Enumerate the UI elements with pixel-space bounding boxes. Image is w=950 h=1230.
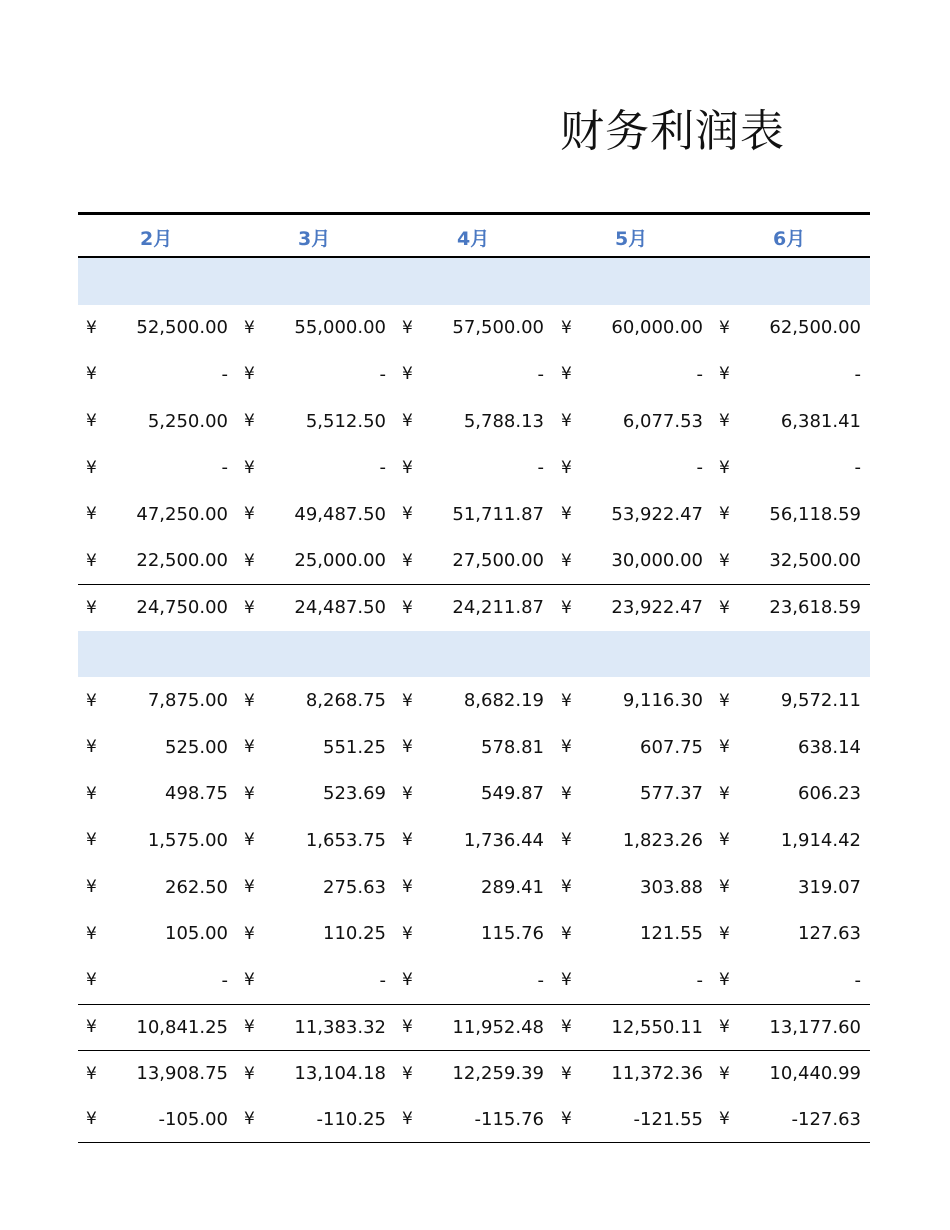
currency-symbol: ¥ [86, 690, 97, 711]
currency-symbol: ¥ [719, 1109, 730, 1130]
currency-symbol: ¥ [561, 830, 572, 851]
month-header: 3月 [298, 228, 331, 250]
month-header: 2月 [140, 228, 173, 250]
table-cell: 121.55 [640, 923, 703, 945]
month-header: 6月 [773, 228, 806, 250]
table-cell: 51,711.87 [452, 503, 544, 525]
currency-symbol: ¥ [561, 970, 572, 991]
table-cell: -127.63 [791, 1108, 861, 1130]
table-cell: 6,077.53 [622, 410, 703, 432]
currency-symbol: ¥ [86, 504, 97, 525]
table-row [78, 398, 870, 445]
table-cell: 23,618.59 [769, 597, 861, 619]
currency-symbol: ¥ [244, 830, 255, 851]
currency-symbol: ¥ [86, 923, 97, 944]
table-row [78, 491, 870, 538]
currency-symbol: ¥ [402, 830, 413, 851]
section-band-expenses [78, 631, 870, 678]
currency-symbol: ¥ [86, 737, 97, 758]
table-cell: 27,500.00 [452, 550, 544, 572]
currency-symbol: ¥ [86, 1017, 97, 1038]
table-cell: 24,750.00 [136, 597, 228, 619]
table-cell: 49,487.50 [294, 503, 386, 525]
table-row [78, 864, 870, 911]
section-revenue [78, 305, 870, 631]
currency-symbol: ¥ [561, 1063, 572, 1084]
table-cell: 551.25 [323, 736, 386, 758]
currency-symbol: ¥ [86, 364, 97, 385]
currency-symbol: ¥ [244, 597, 255, 618]
table-row [78, 538, 870, 585]
currency-symbol: ¥ [561, 877, 572, 898]
currency-symbol: ¥ [86, 457, 97, 478]
currency-symbol: ¥ [561, 783, 572, 804]
currency-symbol: ¥ [719, 970, 730, 991]
currency-symbol: ¥ [86, 411, 97, 432]
currency-symbol: ¥ [402, 364, 413, 385]
table-cell: 25,000.00 [294, 550, 386, 572]
table-cell: 1,736.44 [463, 829, 544, 851]
currency-symbol: ¥ [402, 550, 413, 571]
currency-symbol: ¥ [244, 504, 255, 525]
table-cell: 6,381.41 [780, 410, 861, 432]
table-cell: 13,104.18 [294, 1063, 386, 1085]
currency-symbol: ¥ [561, 504, 572, 525]
table-cell: 498.75 [165, 783, 228, 805]
table-cell: - [537, 363, 544, 385]
table-cell: - [379, 457, 386, 479]
table-cell: 5,512.50 [305, 410, 386, 432]
currency-symbol: ¥ [402, 877, 413, 898]
currency-symbol: ¥ [402, 1109, 413, 1130]
table-cell: 577.37 [640, 783, 703, 805]
month-header: 5月 [615, 228, 648, 250]
table-cell: 55,000.00 [294, 317, 386, 339]
table-cell: 549.87 [481, 783, 544, 805]
currency-symbol: ¥ [86, 317, 97, 338]
table-cell: 1,823.26 [622, 829, 703, 851]
table-cell: - [379, 363, 386, 385]
table-cell: -115.76 [474, 1108, 544, 1130]
currency-symbol: ¥ [719, 783, 730, 804]
currency-symbol: ¥ [561, 923, 572, 944]
table-cell: 24,487.50 [294, 597, 386, 619]
table-cell: - [854, 363, 861, 385]
table-cell: 1,914.42 [780, 829, 861, 851]
month-header: 4月 [457, 228, 490, 250]
table-cell: 56,118.59 [769, 503, 861, 525]
currency-symbol: ¥ [86, 1063, 97, 1084]
currency-symbol: ¥ [561, 364, 572, 385]
table-cell: 57,500.00 [452, 317, 544, 339]
table-cell: 1,575.00 [147, 829, 228, 851]
table-cell: 8,268.75 [305, 690, 386, 712]
section-band-revenue [78, 258, 870, 305]
table-cell: 11,952.48 [452, 1016, 544, 1038]
table-cell: - [221, 457, 228, 479]
table-row [78, 444, 870, 491]
table-cell: 5,250.00 [147, 410, 228, 432]
currency-symbol: ¥ [244, 970, 255, 991]
section-expenses [78, 677, 870, 1143]
currency-symbol: ¥ [86, 550, 97, 571]
currency-symbol: ¥ [244, 411, 255, 432]
table-cell: 1,653.75 [305, 829, 386, 851]
table-cell: 12,259.39 [452, 1063, 544, 1085]
currency-symbol: ¥ [402, 317, 413, 338]
table-row [78, 1004, 870, 1051]
table-cell: 110.25 [323, 923, 386, 945]
currency-symbol: ¥ [244, 690, 255, 711]
currency-symbol: ¥ [402, 923, 413, 944]
currency-symbol: ¥ [561, 597, 572, 618]
currency-symbol: ¥ [719, 737, 730, 758]
table-cell: 22,500.00 [136, 550, 228, 572]
table-cell: 9,572.11 [780, 690, 861, 712]
table-cell: 578.81 [481, 736, 544, 758]
table-cell: 10,841.25 [136, 1016, 228, 1038]
table-cell: 13,908.75 [136, 1063, 228, 1085]
table-cell: - [379, 969, 386, 991]
currency-symbol: ¥ [561, 690, 572, 711]
currency-symbol: ¥ [244, 1017, 255, 1038]
currency-symbol: ¥ [402, 1017, 413, 1038]
currency-symbol: ¥ [244, 550, 255, 571]
currency-symbol: ¥ [719, 550, 730, 571]
table-row [78, 584, 870, 631]
table-cell: 13,177.60 [769, 1016, 861, 1038]
currency-symbol: ¥ [561, 457, 572, 478]
currency-symbol: ¥ [402, 1063, 413, 1084]
table-cell: 30,000.00 [611, 550, 703, 572]
table-cell: - [696, 969, 703, 991]
currency-symbol: ¥ [561, 317, 572, 338]
table-cell: - [696, 457, 703, 479]
table-cell: 60,000.00 [611, 317, 703, 339]
table-cell: - [221, 969, 228, 991]
table-row [78, 677, 870, 724]
table-cell: -110.25 [316, 1108, 386, 1130]
table-row [78, 957, 870, 1004]
currency-symbol: ¥ [719, 364, 730, 385]
table-row [78, 771, 870, 818]
currency-symbol: ¥ [86, 1109, 97, 1130]
table-cell: 303.88 [640, 876, 703, 898]
table-cell: 115.76 [481, 923, 544, 945]
currency-symbol: ¥ [244, 457, 255, 478]
table-row [78, 817, 870, 864]
table-cell: 105.00 [165, 923, 228, 945]
table-row [78, 724, 870, 771]
currency-symbol: ¥ [402, 737, 413, 758]
currency-symbol: ¥ [719, 1017, 730, 1038]
currency-symbol: ¥ [561, 411, 572, 432]
table-cell: - [696, 363, 703, 385]
currency-symbol: ¥ [244, 877, 255, 898]
table-cell: 12,550.11 [611, 1016, 703, 1038]
table-cell: 7,875.00 [147, 690, 228, 712]
currency-symbol: ¥ [719, 597, 730, 618]
table-cell: 52,500.00 [136, 317, 228, 339]
currency-symbol: ¥ [402, 457, 413, 478]
table-row [78, 305, 870, 352]
currency-symbol: ¥ [561, 737, 572, 758]
table-cell: 62,500.00 [769, 317, 861, 339]
page-title: 财务利润表 [560, 106, 785, 157]
table-cell: - [854, 457, 861, 479]
table-cell: 32,500.00 [769, 550, 861, 572]
table-cell: 53,922.47 [611, 503, 703, 525]
currency-symbol: ¥ [86, 597, 97, 618]
currency-symbol: ¥ [719, 877, 730, 898]
table-cell: 319.07 [798, 876, 861, 898]
currency-symbol: ¥ [244, 923, 255, 944]
currency-symbol: ¥ [244, 1063, 255, 1084]
currency-symbol: ¥ [244, 364, 255, 385]
currency-symbol: ¥ [402, 597, 413, 618]
table-row [78, 1050, 870, 1097]
table-cell: -105.00 [158, 1108, 228, 1130]
table-cell: 5,788.13 [463, 410, 544, 432]
currency-symbol: ¥ [244, 783, 255, 804]
table-cell: 23,922.47 [611, 597, 703, 619]
table-cell: 275.63 [323, 876, 386, 898]
currency-symbol: ¥ [402, 783, 413, 804]
currency-symbol: ¥ [719, 923, 730, 944]
currency-symbol: ¥ [719, 411, 730, 432]
table-cell: -121.55 [633, 1108, 703, 1130]
table-cell: - [221, 363, 228, 385]
table-cell: - [537, 969, 544, 991]
table-row [78, 910, 870, 957]
table-cell: 606.23 [798, 783, 861, 805]
table-cell: 11,372.36 [611, 1063, 703, 1085]
table-cell: 289.41 [481, 876, 544, 898]
table-cell: 8,682.19 [463, 690, 544, 712]
currency-symbol: ¥ [719, 457, 730, 478]
currency-symbol: ¥ [719, 504, 730, 525]
table-cell: 262.50 [165, 876, 228, 898]
table-cell: 11,383.32 [294, 1016, 386, 1038]
month-header-row [78, 212, 870, 258]
currency-symbol: ¥ [244, 317, 255, 338]
currency-symbol: ¥ [719, 830, 730, 851]
currency-symbol: ¥ [402, 970, 413, 991]
table-cell: 47,250.00 [136, 503, 228, 525]
currency-symbol: ¥ [244, 737, 255, 758]
table-cell: - [854, 969, 861, 991]
table-cell: 10,440.99 [769, 1063, 861, 1085]
table-cell: 24,211.87 [452, 597, 544, 619]
table-row [78, 351, 870, 398]
currency-symbol: ¥ [86, 970, 97, 991]
currency-symbol: ¥ [402, 690, 413, 711]
table-row [78, 1097, 870, 1144]
currency-symbol: ¥ [244, 1109, 255, 1130]
currency-symbol: ¥ [402, 504, 413, 525]
table-cell: 523.69 [323, 783, 386, 805]
currency-symbol: ¥ [561, 1017, 572, 1038]
currency-symbol: ¥ [719, 1063, 730, 1084]
table-cell: 638.14 [798, 736, 861, 758]
table-cell: - [537, 457, 544, 479]
table-cell: 127.63 [798, 923, 861, 945]
profit-table [78, 212, 870, 1143]
table-cell: 9,116.30 [622, 690, 703, 712]
currency-symbol: ¥ [402, 411, 413, 432]
currency-symbol: ¥ [719, 690, 730, 711]
currency-symbol: ¥ [561, 550, 572, 571]
table-cell: 525.00 [165, 736, 228, 758]
currency-symbol: ¥ [719, 317, 730, 338]
currency-symbol: ¥ [561, 1109, 572, 1130]
currency-symbol: ¥ [86, 830, 97, 851]
table-cell: 607.75 [640, 736, 703, 758]
currency-symbol: ¥ [86, 783, 97, 804]
currency-symbol: ¥ [86, 877, 97, 898]
